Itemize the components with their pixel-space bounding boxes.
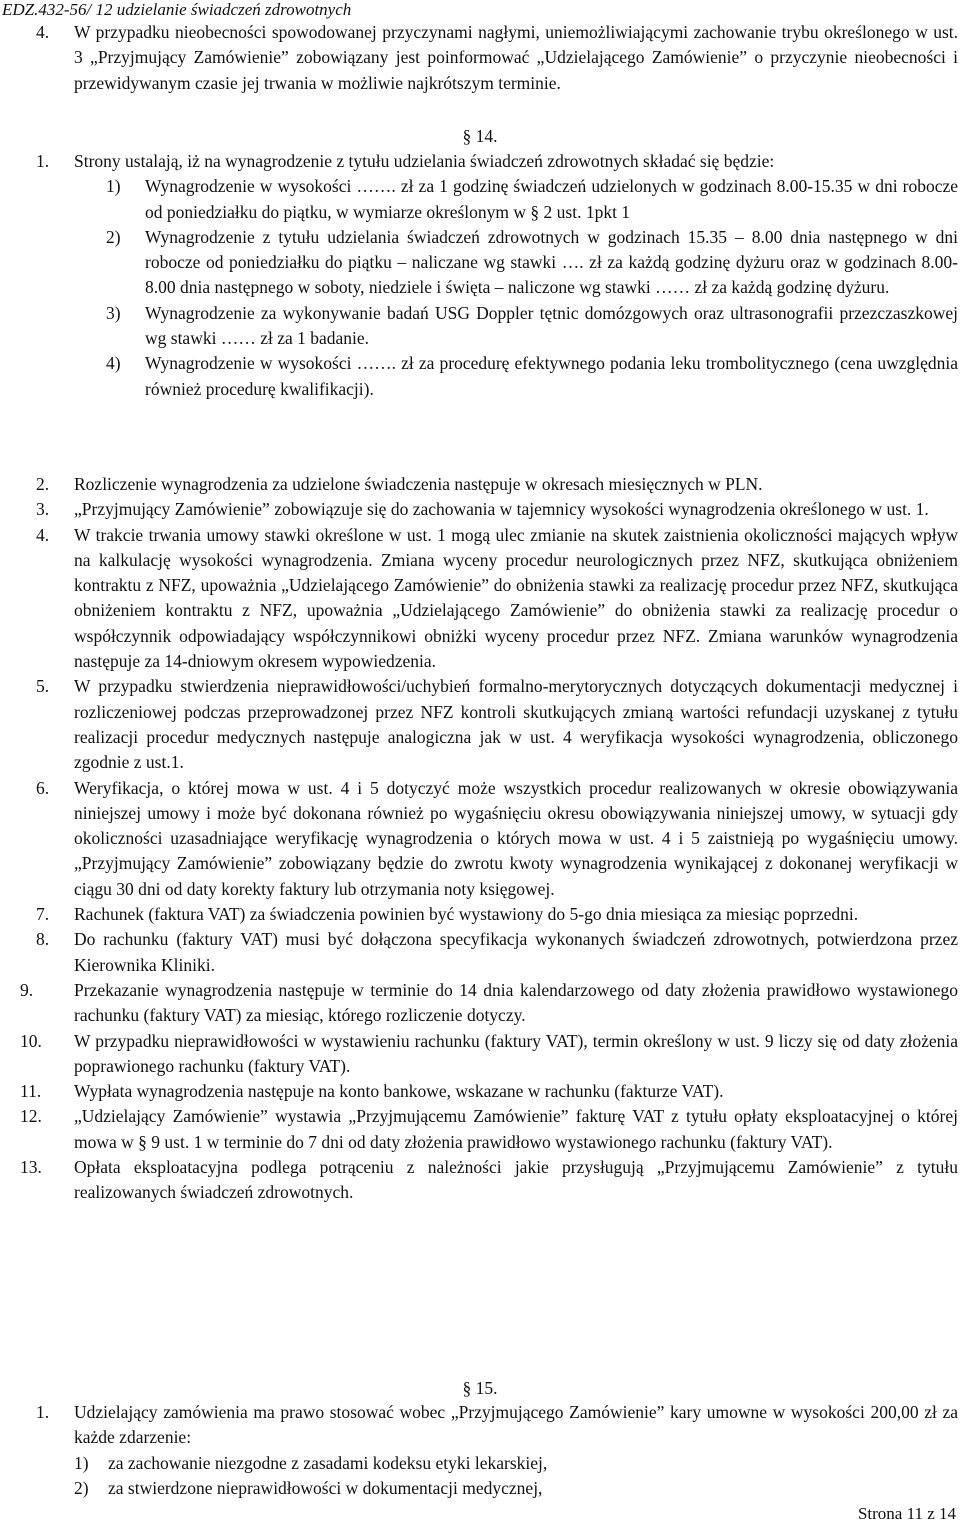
list-item [0, 674, 960, 775]
list-item [0, 497, 960, 522]
item-number: 13. [20, 1157, 42, 1178]
sub-item-text: Wynagrodzenie za wykonywanie badań USG Doppler tętnic domózgowych oraz ultrasonografii przezczaszkowej wg stawki …… zł za 1 badanie. [145, 302, 958, 349]
item-number: 10. [20, 1030, 42, 1051]
sub-item-number: 4) [106, 353, 121, 374]
item-number: 2. [36, 474, 50, 494]
item-number: 12. [20, 1106, 42, 1127]
item-number: 4. [36, 22, 50, 42]
list-item [0, 20, 960, 96]
sub-item-text: Wynagrodzenie z tytułu udzielania świadczeń zdrowotnych w godzinach 15.35 – 8.00 dnia następnego w dni robocze od poniedziałku do piątku – naliczane wg stawki …. zł za każdą godzinę dyżuru oraz w godzinach 8.00-8.00 dnia następnego w soboty, niedziele i święta – naliczone wg stawki …… zł za każdą godzinę dyżuru. [145, 226, 958, 298]
section-14-title: § 14. [462, 126, 498, 146]
sub-item-number: 1) [74, 1452, 89, 1473]
item-number: 6. [36, 777, 50, 798]
sub-item [0, 1451, 960, 1476]
list-item [0, 1155, 960, 1206]
list-item [0, 1079, 960, 1104]
item-text: W przypadku nieprawidłowości w wystawieniu rachunku (faktury VAT), termin określony w ust. 9 liczy się od daty złożenia poprawionego rachunku (faktury VAT). [74, 1030, 958, 1076]
sub-item [0, 301, 960, 352]
list-item [0, 978, 960, 1029]
item-text: „Przyjmujący Zamówienie” zobowiązuje się do zachowania w tajemnicy wysokości wynagrodzenia określonego w ust. 1. [74, 499, 929, 520]
list-item [0, 1104, 960, 1155]
item-text: Przekazanie wynagrodzenia następuje w terminie do 14 dnia kalendarzowego od daty złożenia prawidłowo wystawionego rachunku (faktury VAT) za miesiąc, którego rozliczenie dotyczy. [74, 979, 958, 1026]
item-number: 4. [36, 524, 50, 545]
item-text: Weryfikacja, o której mowa w ust. 4 i 5 dotyczyć może wszystkich procedur realizowanych w okresie obowiązywania niniejszej umowy i może być dokonana również po wygaśnięciu okresu obowiązywania niniejszej umowy, w sytuacji gdy okoliczności uzasadniające weryfikację wynagrodzenia o których mowa w ust. 4 i 5 zaistnieją po wygaśnięciu umowy. „Przyjmujący Zamówienie” zobowiązany będzie do zwrotu kwoty wynagrodzenia wynikającej z dokonanej weryfikacji w ciągu 30 dni od daty korekty faktury lub otrzymania noty księgowej. [74, 777, 958, 899]
item-number: 1. [36, 151, 50, 171]
item-number: 8. [36, 929, 50, 950]
item-text: Do rachunku (faktury VAT) musi być dołączona specyfikacja wykonanych świadczeń zdrowotnych, potwierdzona przez Kierownika Kliniki. [74, 929, 958, 975]
sub-item-number: 2) [106, 226, 121, 247]
page-number: Strona 11 z 14 [857, 1504, 956, 1523]
list-item [0, 1029, 960, 1080]
list-item [0, 776, 960, 902]
sub-item [0, 1476, 960, 1501]
item-text: Rachunek (faktura VAT) za świadczenia powinien być wystawiony do 5-go dnia miesiąca za miesiąc poprzedni. [74, 904, 859, 925]
item-text: W trakcie trwania umowy stawki określone w ust. 1 mogą ulec zmianie na skutek zaistnienia okoliczności mających wpływ na kalkulację wysokości wynagrodzenia. Zmiana wyceny procedur neurologicznych przez NFZ, skutkująca obniżeniem kontraktu z NFZ, upoważnia „Udzielającego Zamówienie” do obniżenia stawki za realizację procedur przez NFZ, skutkująca obniżeniem kontraktu z NFZ, upoważnia „Udzielającego Zamówienie” do obniżenia stawki za realizację procedur o współczynnik odpowiadający współczynnikowi obniżki wyceny procedur przez NFZ. Zmiana warunków wynagrodzenia następuje za 14-dniowym okresem wypowiedzenia. [74, 524, 958, 672]
item-number: 1. [36, 1402, 50, 1422]
sub-item-text: za zachowanie niezgodne z zasadami kodeksu etyki lekarskiej, [108, 1452, 548, 1473]
document-header: EDZ.432-56/ 12 udzielanie świadczeń zdrowotnych [2, 0, 352, 19]
sub-item-number: 3) [106, 302, 121, 323]
item-number: 9. [20, 979, 34, 1000]
item-text: Opłata eksploatacyjna podlega potrąceniu z należności jakie przysługują „Przyjmującemu Zamówienie” z tytułu realizowanych świadczeń zdrowotnych. [74, 1157, 958, 1203]
section-15-body [0, 1400, 960, 1501]
item-text: „Udzielający Zamówienie” wystawia „Przyjmującemu Zamówienie” fakturę VAT z tytułu opłaty eksploatacyjnej o której mowa w § 9 ust. 1 w terminie do 7 dni od daty złożenia prawidłowo wystawionego rachunku (faktury VAT). [74, 1106, 958, 1152]
item-text: Strony ustalają, iż na wynagrodzenie z tytułu udzielania świadczeń zdrowotnych składać się będzie: [74, 151, 775, 171]
item-text: Rozliczenie wynagrodzenia za udzielone świadczenia następuje w okresach miesięcznych w PLN. [74, 474, 763, 494]
list-item [0, 902, 960, 927]
list-item [0, 927, 960, 978]
item-text: W przypadku stwierdzenia nieprawidłowości/uchybień formalno-merytorycznych dotyczących dokumentacji medycznej i rozliczeniowej podczas przeprowadzonej przez NFZ kontroli skutkujących zmianą wartości refundacji uzyskanej z tytułu realizacji procedur medycznych następuje analogiczna jak w ust. 4 weryfikacja wysokości wynagrodzenia, obliczonego zgodnie z ust.1. [74, 676, 958, 773]
sub-item-number: 2) [74, 1477, 89, 1498]
sub-item [0, 174, 960, 225]
list-item [0, 472, 960, 497]
sub-item-number: 1) [106, 176, 121, 197]
section-14-items [0, 472, 960, 1206]
section-14-body [0, 149, 960, 402]
item-number: 5. [36, 676, 50, 697]
list-item [0, 1400, 960, 1451]
item-number: 7. [36, 904, 50, 925]
list-item [0, 523, 960, 675]
sub-item-text: za stwierdzone nieprawidłowości w dokumentacji medycznej, [108, 1477, 543, 1498]
item-number: 11. [20, 1081, 42, 1102]
section-15-title: § 15. [462, 1378, 498, 1398]
item-text: Udzielający zamówienia ma prawo stosować wobec „Przyjmującego Zamówienie” kary umowne w wysokości 200,00 zł za każde zdarzenie: [74, 1402, 958, 1448]
item-number: 3. [36, 499, 50, 520]
list-item [0, 149, 960, 174]
sub-item-text: Wynagrodzenie w wysokości ……. zł za 1 godzinę świadczeń udzielonych w godzinach 8.00-15.35 w dni robocze od poniedziałku do piątku, w wymiarze określonym w § 2 ust. 1pkt 1 [145, 176, 958, 222]
sub-item-text: Wynagrodzenie w wysokości ……. zł za procedurę efektywnego podania leku trombolitycznego (cena uwzględnia również procedurę kwalifikacji). [145, 353, 958, 399]
sub-item [0, 351, 960, 402]
sub-item [0, 225, 960, 301]
prev-section-items [0, 20, 960, 96]
item-text: Wypłata wynagrodzenia następuje na konto bankowe, wskazane w rachunku (fakturze VAT). [74, 1081, 724, 1102]
item-text: W przypadku nieobecności spowodowanej przyczynami nagłymi, uniemożliwiającymi zachowanie trybu określonego w ust. 3 „Przyjmujący Zamówienie” zobowiązany jest poinformować „Udzielającego Zamówienie” o przyczynie nieobecności i przewidywanym czasie jej trwania w możliwie najkrótszym terminie. [74, 22, 958, 93]
